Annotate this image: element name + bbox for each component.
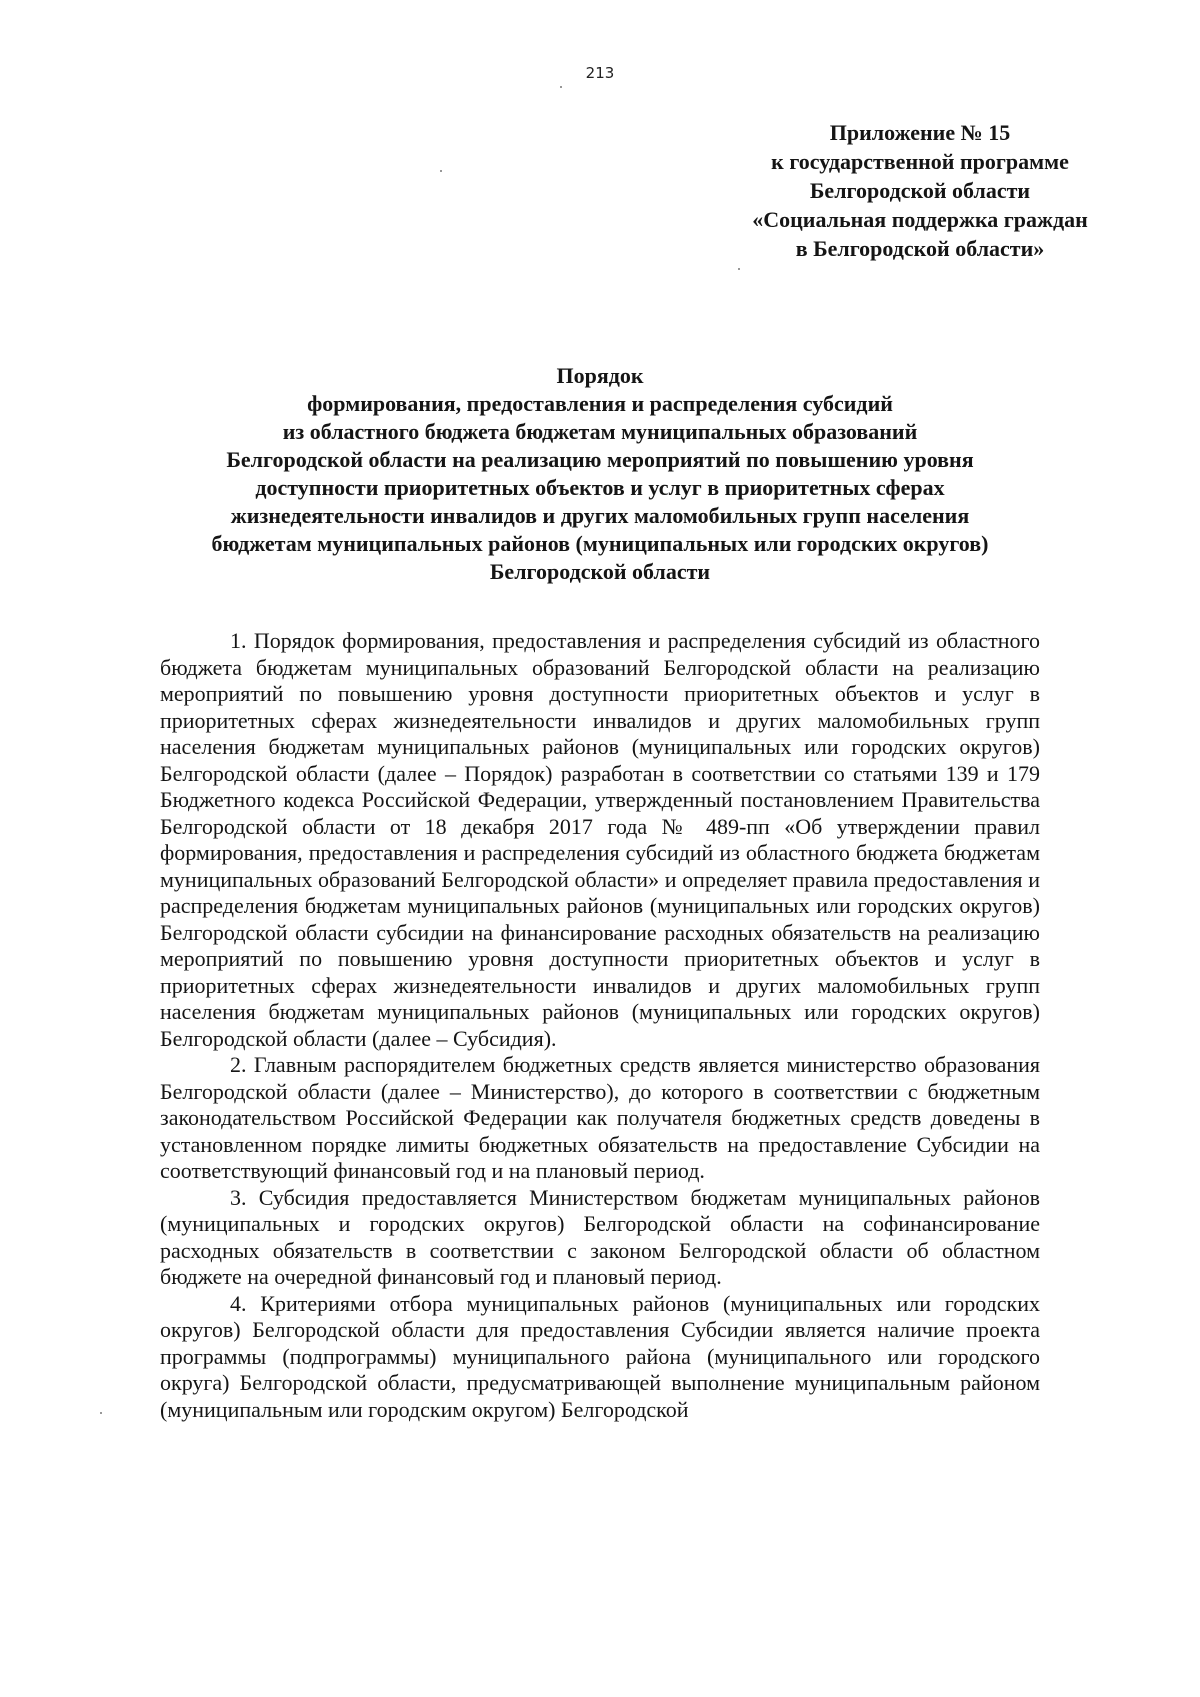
scan-speck [440,170,442,172]
title-line: жизнедеятельности инвалидов и других маломобильных групп населения [230,503,970,528]
scan-speck [100,1412,102,1414]
paragraph-2: 2. Главным распорядителем бюджетных средств является министерство образования Белгородской области (далее – Министерство), до которого в соответствии с бюджетным законодательством Российской Федерации как получателя бюджетных средств доведены в установленном порядке лимиты бюджетных обязательств на предоставление Субсидии на соответствующий финансовый год и на плановый период. [160,1052,1040,1183]
title-line: формирования, предоставления и распределения субсидий [307,391,893,416]
title-line: бюджетам муниципальных районов (муниципальных или городских округов) [211,531,989,556]
title-line: Порядок [556,363,644,388]
document-body [160,628,1040,1423]
page-number: 213 [585,64,615,82]
appendix-line: в Белгородской области» [795,236,1045,261]
title-line: из областного бюджета бюджетам муниципальных образований [282,419,918,444]
title-line: Белгородской области [489,559,711,584]
document-title [160,362,1040,586]
paragraph-3: 3. Субсидия предоставляется Министерством бюджетам муниципальных районов (муниципальных и городских округов) Белгородской области на софинансирование расходных обязательств в соответствии с законом Белгородской области об областном бюджете на очередной финансовый год и плановый период. [160,1184,1040,1289]
title-line: доступности приоритетных объектов и услуг в приоритетных сферах [255,475,945,500]
scan-speck [738,268,740,270]
appendix-line: к государственной программе [771,149,1069,174]
appendix-line: Приложение № 15 [829,120,1011,145]
appendix-header [700,118,1140,263]
appendix-line: «Социальная поддержка граждан [752,207,1088,232]
appendix-line: Белгородской области [809,178,1031,203]
paragraph-4: 4. Критериями отбора муниципальных районов (муниципальных или городских округов) Белгородской области для предоставления Субсидии является наличие проекта программы (подпрограммы) муниципального района (муниципального или городского округа) Белгородской области, предусматривающей выполнение муниципальным районом (муниципальным или городским округом) Белгородской [160,1290,1040,1422]
scan-speck [560,86,562,88]
paragraph-1: 1. Порядок формирования, предоставления и распределения субсидий из областного бюджета бюджетам муниципальных образований Белгородской области на реализацию мероприятий по повышению уровня доступности приоритетных объектов и услуг в приоритетных сферах жизнедеятельности инвалидов и других маломобильных групп населения бюджетам муниципальных районов (муниципальных или городских округов) Белгородской области (далее – Порядок) разработан в соответствии со статьями 139 и 179 Бюджетного кодекса Российской Федерации, утвержденный постановлением Правительства Белгородской области от 18 декабря 2017 года № 489-пп «Об утверждении правил формирования, предоставления и распределения субсидий из областного бюджета бюджетам муниципальных образований Белгородской области» и определяет правила предоставления и распределения бюджетам муниципальных районов (муниципальных или городских округов) Белгородской области субсидии на финансирование расходных обязательств на реализацию мероприятий по повышению уровня доступности приоритетных объектов и услуг в приоритетных сферах жизнедеятельности инвалидов и других маломобильных групп населения бюджетам муниципальных районов (муниципальных или городских округов) Белгородской области (далее – Субсидия). [160,628,1040,1051]
title-line: Белгородской области на реализацию мероприятий по повышению уровня [226,447,974,472]
